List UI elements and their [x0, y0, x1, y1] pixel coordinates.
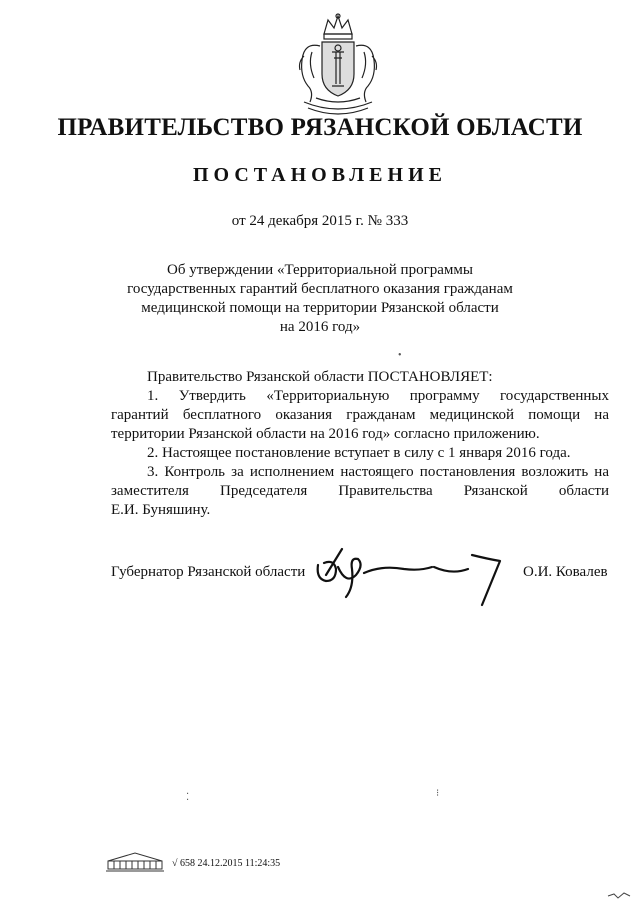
registration-stamp	[172, 858, 280, 869]
scan-corner-mark	[606, 890, 632, 900]
scan-dot: •	[398, 350, 402, 361]
body-intro: Правительство Рязанской области ПОСТАНОВЛЯЕТ:	[147, 369, 493, 385]
handwritten-signature	[312, 545, 517, 607]
subject-line: государственных гарантий бесплатного оказания гражданам	[127, 281, 513, 297]
signatory-title: Губернатор Рязанской области	[111, 564, 306, 580]
scan-mark: ⁝	[436, 788, 440, 799]
building-stamp-icon	[104, 851, 166, 873]
item-1-line: 1. Утвердить «Территориальную программу государственных	[147, 388, 609, 404]
item-3-line: Е.И. Буняшину.	[111, 502, 211, 518]
item-1-line: территории Рязанской области на 2016 год» согласно приложению.	[111, 426, 540, 442]
document-body	[111, 368, 609, 520]
scan-mark: ⁚	[186, 792, 190, 803]
document-date-number: от 24 декабря 2015 г. № 333	[231, 213, 409, 229]
subject-line: медицинской помощи на территории Рязанской области	[141, 300, 499, 316]
registration-info: 658 24.12.2015 11:24:35	[180, 858, 281, 869]
coat-of-arms-icon	[290, 12, 386, 120]
document-subject	[100, 261, 540, 337]
item-3-line: 3. Контроль за исполнением настоящего постановления возложить на	[147, 464, 609, 480]
document-type: ПОСТАНОВЛЕНИЕ	[193, 164, 447, 186]
item-2: 2. Настоящее постановление вступает в силу с 1 января 2016 года.	[147, 445, 571, 461]
subject-line: Об утверждении «Территориальной программы	[167, 262, 473, 278]
item-1-line: гарантий бесплатного оказания гражданам медицинской помощи на	[111, 407, 609, 423]
subject-line: на 2016 год»	[279, 319, 361, 335]
government-title: ПРАВИТЕЛЬСТВО РЯЗАНСКОЙ ОБЛАСТИ	[57, 114, 583, 141]
check-mark-icon: √	[172, 858, 178, 869]
item-3-line: заместителя Председателя Правительства Рязанской области	[111, 483, 609, 499]
signatory-name: О.И. Ковалев	[523, 564, 608, 580]
